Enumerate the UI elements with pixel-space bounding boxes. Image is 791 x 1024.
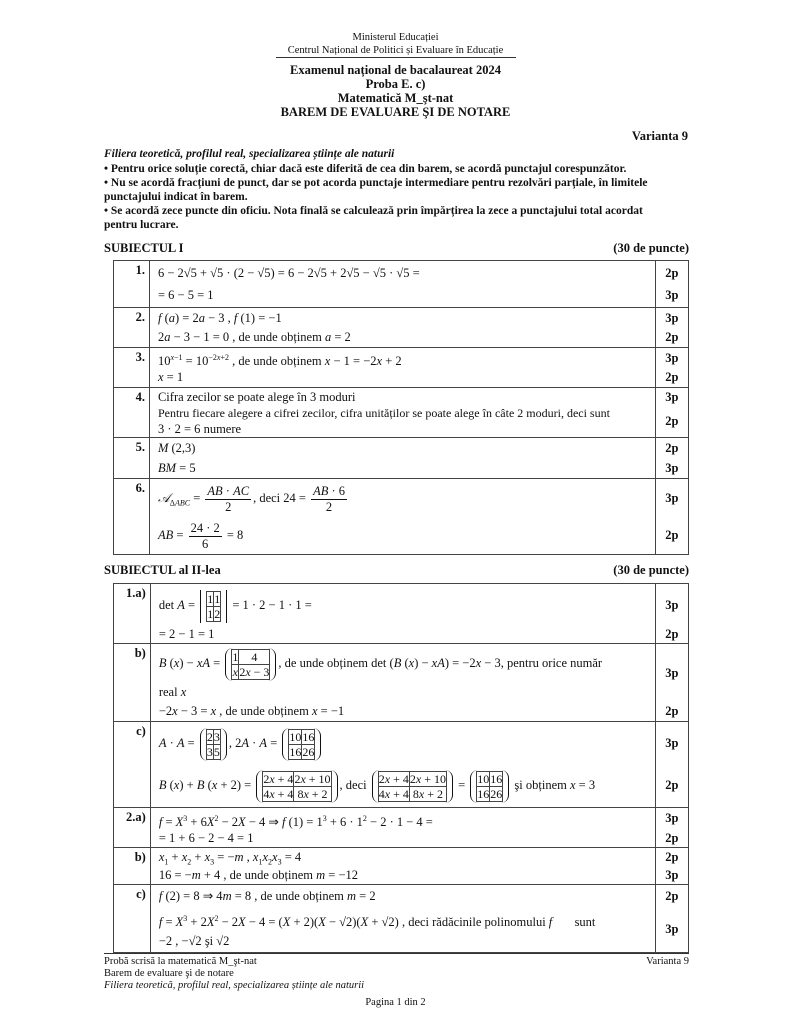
item-number: 4. [114,388,150,438]
text: , de unde obținem [223,868,313,882]
rule-2a: • Nu se acordă fracțiuni de punct, dar se pot acorda punctaje intermediare pentru rezolvări parțiale, în limitele [104,177,648,189]
footer-left-1: Probă scrisă la matematică M_şt-nat [104,956,257,967]
text: , de unde obținem [254,889,344,903]
table-row [114,808,689,848]
text: , deci rădăcinile polinomului [401,915,546,930]
answer-line: B (x) + B (x + 2) = 2x + 4 2x + 10 4x + 4 8x + 2 , deci 2x + 4 2x + 10 4x + 4 8x + 2 = 10 16 16 26 şi obținem x = 3 [158,771,596,801]
answer-line: Cifra zecilor se poate alege în 3 moduri [157,390,356,404]
answer-line: −2x − 3 = x , de unde obținem x = −1 [158,704,345,718]
subject1-table [113,260,689,555]
exam-title: Examenul național de bacalaureat 2024 [290,63,501,77]
points: 2p [665,266,679,280]
answer-line: $f = X^3 + 6X^2 - 2X - 4$ ⇒ f $(1) = 1^3 + 6 \cdot 1^2 - 2 \cdot 1 - 4$ = [158,814,433,830]
points: 2p [665,370,679,384]
text: , de unde obținem [232,354,322,369]
answer-line: x = 1 [157,370,184,384]
center-name: Centrul Național de Politici și Evaluare în Educație [287,45,504,56]
points: 3p [665,390,679,404]
answer-line: = 2 − 1 = 1 [158,627,215,641]
points: 3p [665,491,679,505]
footer-divider [104,953,689,954]
points: 3p [665,811,679,825]
header-divider [0,57,791,58]
points: 3p [665,311,679,325]
table-row [114,348,689,388]
item-number: 2. [114,308,150,348]
answer-line: real x [158,685,187,699]
table-row [114,388,689,438]
points: 3p [665,736,679,750]
text: real [158,685,178,699]
rules [104,162,694,232]
text: sunt [574,915,596,930]
text: , de unde obținem [232,330,322,344]
text: , pentru orice număr [500,656,603,670]
subject1-title: SUBIECTUL I [104,241,184,255]
table-row [114,261,689,308]
answer-line: 2a − 3 − 1 = 0 , de unde obținem a = 2 [157,330,351,344]
footer [104,956,689,992]
answer-line: 3 · 2 = 6 numere [157,422,242,436]
rule-3a: • Se acordă zece puncte din oficiu. Nota finală se calculează prin împărțirea la zece a punctajului total acordat [104,205,643,217]
text: , de unde obținem [219,704,309,718]
points: 2p [665,889,679,903]
item-number: 5. [114,438,150,479]
footer-variant: Varianta 9 [646,956,689,967]
points: 3p [665,288,679,302]
table-row [114,479,689,555]
rule-2b: punctajului indicat în barem. [104,191,248,203]
text: , de unde obținem [278,656,368,670]
points: 2p [665,704,679,718]
subject: Matematică M_şt-nat [337,91,454,105]
item-number: 6. [114,479,150,555]
subject2-table [113,583,689,953]
table-row [114,885,689,953]
answer-line: −2 , −√2 şi √2 [158,934,230,948]
proba: Proba E. c) [365,77,426,91]
answer-line: 16 = −m + 4 , de unde obținem m = −12 [158,868,359,882]
rule-1: • Pentru orice soluție corectă, chiar dacă este diferită de cea din barem, se acordă punctajul corespunzător. [104,163,627,175]
points: 3p [665,868,679,882]
answer-line: $f = X^3 + 2X^2 - 2X - 4 = (X + 2)(X - √2)(X + √2)$ , deci rădăcinile polinomului f sunt [151,907,655,931]
table-row [114,584,689,644]
points: 2p [665,441,679,455]
points: 3p [665,351,679,365]
points: 2p [665,528,679,542]
points: 2p [665,778,679,792]
points: 2p [665,414,679,428]
table-row [114,644,689,722]
subject2-points: (30 de puncte) [613,563,689,577]
answer-line: M (2,3) [157,441,196,455]
barem-title: BAREM DE EVALUARE ŞI DE NOTARE [280,105,511,119]
rule-3b: pentru lucrare. [104,219,179,231]
subject1-points: (30 de puncte) [613,241,689,255]
text: şi [204,934,214,948]
points: 3p [665,598,679,612]
answer-line: 𝒜$_{\Delta ABC}$ = $\frac{AB \cdot AC}{2}$ , deci 24 = $\frac{AB \cdot 6}{2}$ [157,483,346,514]
text: şi obținem [514,778,567,792]
subject1-heading [104,241,689,256]
answer-line: = 6 − 5 = 1 [157,288,214,302]
answer-line: B (x) − xA = 1 4 x 2x − 3 , de unde obținem det (B (x) − xA) = −2x − 3, pentru orice număr [158,649,603,679]
answer-line: f (2) = 8 ⇒ 4m = 8 , de unde obținem m = 2 [158,889,376,903]
answer-line: f (a) = 2a − 3 , f (1) = −1 [157,311,282,325]
item-number: 1. [114,261,150,308]
points: 3p [665,922,679,936]
answer-line: $x_1 + x_2 + x_3 = -m$ , $x_1x_2x_3 = 4$ [158,850,302,867]
page-number: Pagina 1 din 2 [365,997,426,1008]
item-number: 3. [114,348,150,388]
item-number: c) [114,885,151,953]
answer-line: A · A = 2 3 3 5 , 2A · A = 10 16 16 26 [151,722,655,764]
item-number: 2.a) [114,808,151,848]
item-number: b) [114,644,151,722]
points: 2p [665,831,679,845]
table-row [114,308,689,348]
subject2-title: SUBIECTUL al II-lea [104,563,221,577]
item-number: b) [114,848,151,885]
footer-left-2: Barem de evaluare şi de notare [104,968,234,979]
filiera: Filiera teoretică, profilul real, specializarea științe ale naturii [104,148,395,160]
answer-line: AB = $\frac{24 \cdot 2}{6}$ = 8 [157,520,244,551]
table-row [114,848,689,885]
subject2-heading [104,563,689,578]
item-number: c) [114,722,151,808]
answer-line: BM = 5 [157,461,196,475]
points: 3p [665,461,679,475]
points: 2p [665,330,679,344]
variant: Varianta 9 [631,129,688,143]
answer-line: 6 − 2√5 + √5 · (2 − √5) = 6 − 2√5 + 2√5 − √5 · √5 = [157,266,420,280]
answer-line: $10^{x-1} = 10^{-2x+2}$ , de unde obținem x − 1 = −2x + 2 [157,353,402,369]
points: 2p [665,627,679,641]
ministry: Ministerul Educației [352,32,439,43]
points: 3p [665,666,679,680]
footer-left-3: Filiera teoretică, profilul real, specializarea științe ale naturii [104,980,365,991]
points: 2p [665,850,679,864]
answer-line: Pentru fiecare alegere a cifrei zecilor, cifra unităților se poate alege în câte 2 moduri, deci sunt [157,406,610,420]
item-number: 1.a) [114,584,151,644]
answer-line: det A = 1 1 1 2 = 1 · 2 − 1 · 1 = [158,591,312,621]
text: , deci [339,778,367,792]
text: numere [203,422,242,436]
answer-line: = 1 + 6 − 2 − 4 = 1 [158,831,254,845]
table-row [114,438,689,479]
table-row [114,722,689,808]
